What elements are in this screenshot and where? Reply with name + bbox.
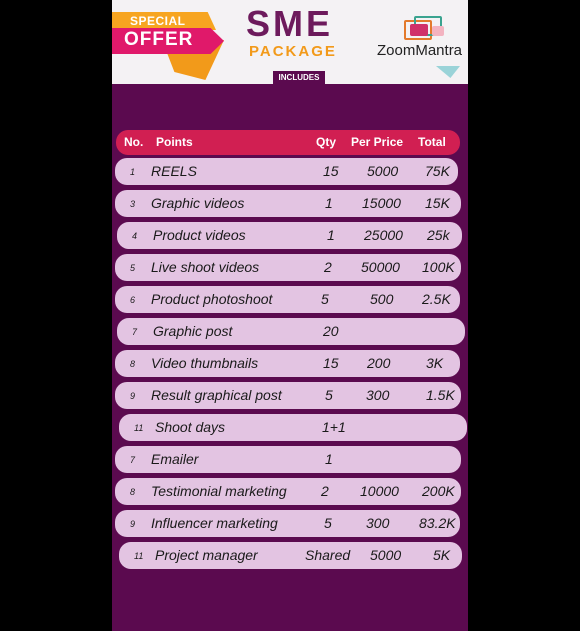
table-row bbox=[117, 222, 462, 249]
row-total: 5K bbox=[433, 547, 451, 563]
row-point: Video thumbnails bbox=[151, 355, 259, 371]
row-qty: 1 bbox=[325, 195, 333, 211]
zoommantra-logo-icon bbox=[400, 14, 448, 44]
row-number: 7 bbox=[130, 455, 136, 465]
table-row bbox=[115, 190, 461, 217]
table-row bbox=[115, 446, 461, 473]
row-price: 50000 bbox=[361, 259, 400, 275]
row-qty: 2 bbox=[321, 483, 329, 499]
brand-name: ZoomMantra bbox=[377, 42, 463, 59]
table-row bbox=[119, 414, 467, 441]
row-point: Emailer bbox=[151, 451, 199, 467]
row-point: Influencer marketing bbox=[151, 515, 278, 531]
corner-decoration bbox=[436, 66, 460, 78]
table-row bbox=[115, 158, 458, 185]
table-row bbox=[115, 350, 460, 377]
row-qty: 1+1 bbox=[322, 419, 346, 435]
row-total: 1.5K bbox=[426, 387, 455, 403]
row-qty: 1 bbox=[327, 227, 335, 243]
row-total: 3K bbox=[426, 355, 444, 371]
row-point: Testimonial marketing bbox=[151, 483, 287, 499]
row-price: 200 bbox=[367, 355, 391, 371]
row-number: 4 bbox=[132, 231, 138, 241]
row-number: 6 bbox=[130, 295, 136, 305]
row-total: 200K bbox=[422, 483, 455, 499]
ribbon-special-text: SPECIAL bbox=[130, 14, 186, 28]
row-qty: Shared bbox=[305, 547, 351, 563]
row-price: 5000 bbox=[370, 547, 402, 563]
row-point: Product videos bbox=[153, 227, 246, 243]
row-number: 7 bbox=[132, 327, 138, 337]
col-points: Points bbox=[156, 135, 193, 149]
row-qty: 5 bbox=[325, 387, 333, 403]
row-qty: 1 bbox=[325, 451, 333, 467]
row-qty: 20 bbox=[323, 323, 339, 339]
row-number: 1 bbox=[130, 167, 136, 177]
row-price: 15000 bbox=[362, 195, 401, 211]
table-header bbox=[116, 130, 460, 155]
row-point: Graphic videos bbox=[151, 195, 245, 211]
row-qty: 5 bbox=[321, 291, 329, 307]
table-row bbox=[115, 254, 461, 281]
row-price: 300 bbox=[366, 387, 390, 403]
row-point: Project manager bbox=[155, 547, 258, 563]
table-row bbox=[119, 542, 462, 569]
row-number: 11 bbox=[134, 551, 144, 561]
row-qty: 5 bbox=[324, 515, 332, 531]
col-per-price: Per Price bbox=[351, 135, 404, 149]
table-row bbox=[115, 478, 461, 505]
row-point: Live shoot videos bbox=[151, 259, 260, 275]
row-number: 8 bbox=[130, 359, 136, 369]
row-number: 9 bbox=[130, 391, 136, 401]
col-no: No. bbox=[124, 135, 144, 149]
row-total: 2.5K bbox=[422, 291, 451, 307]
row-number: 11 bbox=[134, 423, 144, 433]
row-qty: 15 bbox=[323, 163, 339, 179]
package-subtitle: PACKAGE bbox=[249, 43, 337, 60]
row-number: 3 bbox=[130, 199, 136, 209]
row-point: Shoot days bbox=[155, 419, 226, 435]
row-number: 5 bbox=[130, 263, 136, 273]
row-point: Result graphical post bbox=[151, 387, 282, 403]
table-row bbox=[117, 318, 465, 345]
row-point: Graphic post bbox=[153, 323, 233, 339]
row-total: 75K bbox=[425, 163, 450, 179]
ribbon-offer-text: OFFER bbox=[124, 29, 194, 50]
row-qty: 2 bbox=[324, 259, 332, 275]
col-qty: Qty bbox=[316, 135, 337, 149]
special-offer-ribbon bbox=[112, 12, 224, 54]
row-number: 8 bbox=[130, 487, 136, 497]
poster-header bbox=[112, 0, 468, 84]
col-total: Total bbox=[418, 135, 446, 149]
row-total: 100K bbox=[422, 259, 455, 275]
package-title: SME bbox=[246, 3, 334, 44]
row-price: 300 bbox=[366, 515, 390, 531]
row-total: 25k bbox=[427, 227, 450, 243]
table-row bbox=[115, 286, 460, 313]
table-row bbox=[115, 510, 460, 537]
row-number: 9 bbox=[130, 519, 136, 529]
includes-tag: INCLUDES bbox=[273, 71, 325, 85]
row-price: 25000 bbox=[364, 227, 403, 243]
row-price: 5000 bbox=[367, 163, 399, 179]
row-total: 83.2K bbox=[419, 515, 456, 531]
row-price: 10000 bbox=[360, 483, 399, 499]
table-row bbox=[115, 382, 461, 409]
row-total: 15K bbox=[425, 195, 450, 211]
row-qty: 15 bbox=[323, 355, 339, 371]
row-point: REELS bbox=[151, 163, 197, 179]
row-point: Product photoshoot bbox=[151, 291, 273, 307]
row-price: 500 bbox=[370, 291, 394, 307]
poster bbox=[112, 0, 468, 631]
